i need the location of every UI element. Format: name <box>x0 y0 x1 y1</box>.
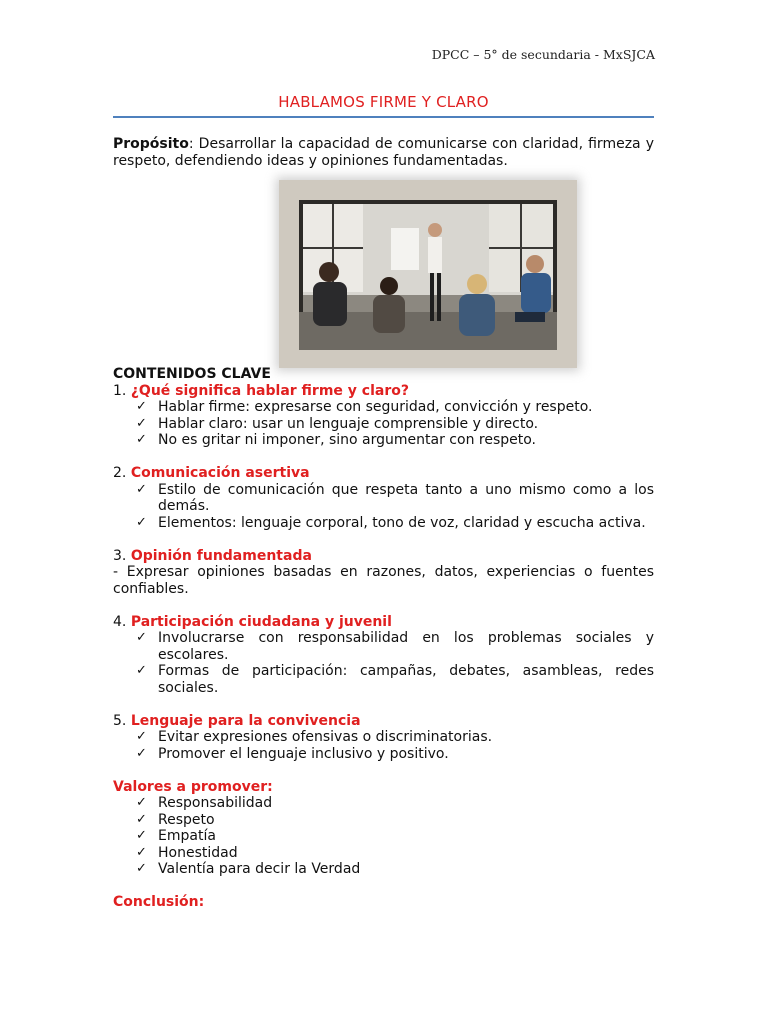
list-item: ✓ Hablar firme: expresarse con seguridad, convicción y respeto. <box>136 399 654 416</box>
section-number: 1. <box>113 382 131 399</box>
values-list <box>113 795 654 878</box>
section-2-list <box>113 482 654 532</box>
section-title: ¿Qué significa hablar firme y claro? <box>130 382 409 399</box>
section-4-list <box>113 630 654 696</box>
section-number: 4. <box>113 613 131 630</box>
section-number: 2. <box>113 465 131 481</box>
section-1 <box>113 383 654 449</box>
section-3 <box>113 548 654 598</box>
list-item: ✓ Valentía para decir la Verdad <box>136 861 654 878</box>
section-title: Opinión fundamentada <box>130 547 312 564</box>
values-section <box>113 779 654 878</box>
section-title: Lenguaje para la convivencia <box>130 712 361 729</box>
photo-frame <box>279 180 577 368</box>
section-3-paragraph: - Expresar opiniones basadas en razones, datos, experiencias o fuentes confiables. <box>113 564 654 597</box>
list-item: ✓ Hablar claro: usar un lenguaje comprensible y directo. <box>136 416 654 433</box>
section-5-list <box>113 729 654 762</box>
section-1-title <box>113 383 654 400</box>
page-title: HABLAMOS FIRME Y CLARO <box>278 93 489 111</box>
list-item: ✓ Empatía <box>136 828 654 845</box>
section-title: Participación ciudadana y juvenil <box>130 613 392 630</box>
section-4 <box>113 614 654 697</box>
purpose-label: Propósito <box>113 136 189 152</box>
values-title: Valores a promover: <box>113 778 273 795</box>
purpose-text: : Desarrollar la capacidad de comunicarse con claridad, firmeza y respeto, defendiendo ideas y opiniones fundamentadas. <box>113 136 654 169</box>
section-title: Comunicación asertiva <box>130 465 310 481</box>
list-item: ✓ Involucrarse con responsabilidad en los problemas sociales y escolares. <box>136 630 654 663</box>
section-number: 3. <box>113 547 131 564</box>
section-1-list <box>113 399 654 449</box>
header-right: DPCC – 5° de secundaria - MxSJCA <box>431 47 655 62</box>
list-item: ✓ Promover el lenguaje inclusivo y positivo. <box>136 746 654 763</box>
title-rule <box>113 116 654 118</box>
list-item: ✓ Formas de participación: campañas, debates, asambleas, redes sociales. <box>136 663 654 696</box>
conclusion-title: Conclusión: <box>113 894 205 910</box>
section-2 <box>113 465 654 531</box>
meeting-photo <box>299 200 557 350</box>
section-2-title <box>113 465 654 482</box>
key-contents <box>113 366 654 911</box>
section-number: 5. <box>113 712 131 729</box>
purpose-paragraph <box>113 136 654 170</box>
list-item: ✓ Evitar expresiones ofensivas o discriminatorias. <box>136 729 654 746</box>
section-5-title <box>113 713 654 730</box>
section-3-title <box>113 548 654 565</box>
contents-heading: CONTENIDOS CLAVE <box>113 366 271 382</box>
list-item: ✓ No es gritar ni imponer, sino argumentar con respeto. <box>136 432 654 449</box>
section-5 <box>113 713 654 763</box>
section-4-title <box>113 614 654 631</box>
list-item: ✓ Estilo de comunicación que respeta tanto a uno mismo como a los demás. <box>136 482 654 515</box>
list-item: ✓ Respeto <box>136 812 654 829</box>
list-item: ✓ Responsabilidad <box>136 795 654 812</box>
list-item: ✓ Honestidad <box>136 845 654 862</box>
list-item: ✓ Elementos: lenguaje corporal, tono de voz, claridad y escucha activa. <box>136 515 654 532</box>
